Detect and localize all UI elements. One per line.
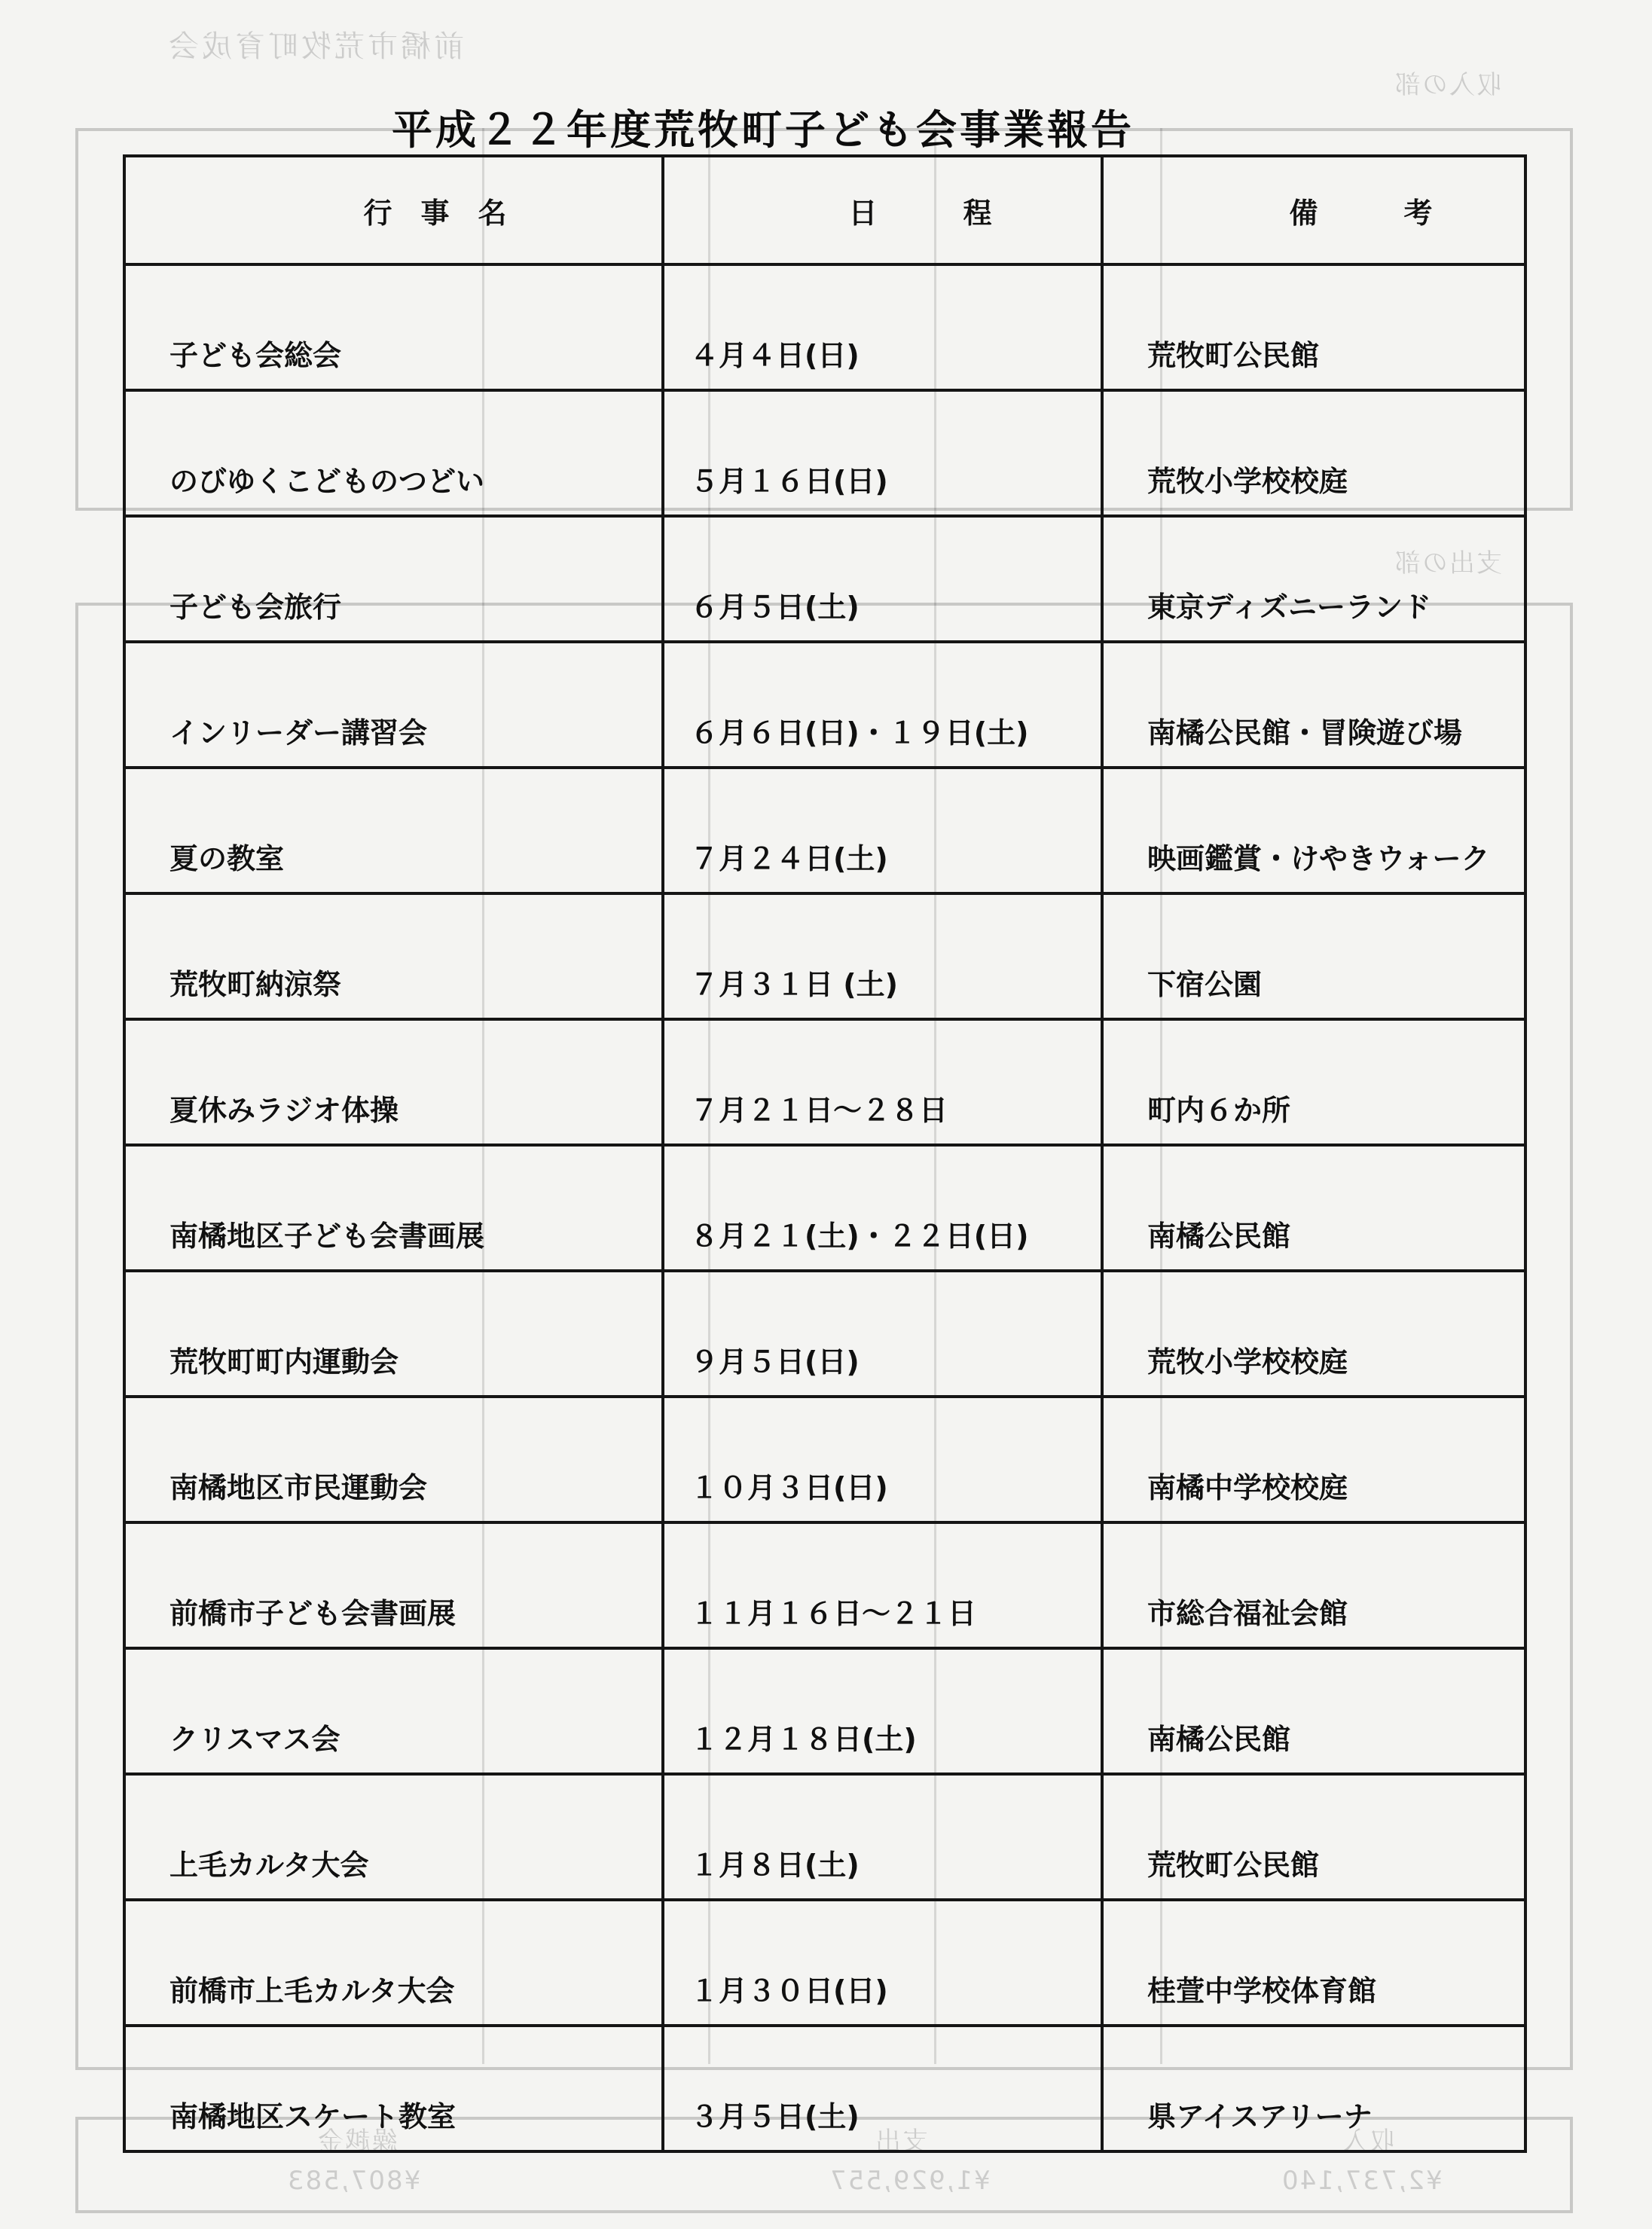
table-row — [124, 1648, 1525, 1774]
bleed-through-section-income: 収入の部 — [1394, 70, 1502, 100]
event-name-cell: 前橋市子ども会書画展 — [124, 1522, 663, 1648]
table-row — [124, 390, 1525, 516]
event-name-cell: クリスマス会 — [124, 1648, 663, 1774]
event-report-table — [123, 154, 1527, 2153]
table-row — [124, 893, 1525, 1019]
table-row — [124, 1522, 1525, 1648]
remarks-cell: 東京ディズニーランド — [1102, 516, 1525, 642]
event-name-cell: 夏休みラジオ体操 — [124, 1019, 663, 1145]
event-name-cell: 前橋市上毛カルタ大会 — [124, 1900, 663, 2026]
schedule-cell: ９月５日(日) — [663, 1271, 1102, 1397]
event-name-cell: 夏の教室 — [124, 768, 663, 893]
table-row — [124, 1271, 1525, 1397]
schedule-cell: ７月３１日 (土) — [663, 893, 1102, 1019]
column-header-event-name: 行 事 名 — [124, 156, 663, 264]
schedule-cell: １０月３日(日) — [663, 1397, 1102, 1522]
remarks-cell: 市総合福祉会館 — [1102, 1522, 1525, 1648]
schedule-cell: １１月１６日～２１日 — [663, 1522, 1102, 1648]
bleed-through-header: 前橋市荒牧町育成会 — [166, 29, 464, 64]
column-header-schedule: 日 程 — [663, 156, 1102, 264]
remarks-cell: 南橘公民館・冒険遊び場 — [1102, 642, 1525, 768]
bleed-through-footer-label: 収入 — [1341, 2127, 1395, 2157]
table-row — [124, 1019, 1525, 1145]
schedule-cell: ３月５日(土) — [663, 2026, 1102, 2151]
bleed-through-footer-value: ¥807,583 — [286, 2166, 421, 2196]
bleed-through-footer-label: 支出 — [874, 2127, 928, 2157]
event-name-cell: 南橘地区市民運動会 — [124, 1397, 663, 1522]
remarks-cell: 荒牧小学校校庭 — [1102, 390, 1525, 516]
remarks-cell: 荒牧町公民館 — [1102, 1774, 1525, 1900]
schedule-cell: １月８日(土) — [663, 1774, 1102, 1900]
table-row — [124, 264, 1525, 390]
table-row — [124, 1397, 1525, 1522]
event-name-cell: 荒牧町町内運動会 — [124, 1271, 663, 1397]
schedule-cell: ８月２１(土)・２２日(日) — [663, 1145, 1102, 1271]
event-name-cell: 南橘地区子ども会書画展 — [124, 1145, 663, 1271]
event-name-cell: 荒牧町納涼祭 — [124, 893, 663, 1019]
table-row — [124, 1900, 1525, 2026]
schedule-cell: ６月５日(土) — [663, 516, 1102, 642]
table-header-row — [124, 156, 1525, 264]
remarks-cell: 荒牧小学校校庭 — [1102, 1271, 1525, 1397]
schedule-cell: ５月１６日(日) — [663, 390, 1102, 516]
schedule-cell: ４月４日(日) — [663, 264, 1102, 390]
remarks-cell: 南橘中学校校庭 — [1102, 1397, 1525, 1522]
event-name-cell: 子ども会総会 — [124, 264, 663, 390]
remarks-cell: 町内６か所 — [1102, 1019, 1525, 1145]
table-row — [124, 2026, 1525, 2151]
schedule-cell: ７月２４日(土) — [663, 768, 1102, 893]
bleed-through-section-expense: 支出の部 — [1394, 548, 1502, 579]
bleed-through-footer-label: 繰越金 — [316, 2127, 398, 2157]
remarks-cell: 南橘公民館 — [1102, 1145, 1525, 1271]
schedule-cell: １２月１８日(土) — [663, 1648, 1102, 1774]
event-name-cell: インリーダー講習会 — [124, 642, 663, 768]
remarks-cell: 下宿公園 — [1102, 893, 1525, 1019]
table-row — [124, 516, 1525, 642]
event-name-cell: 南橘地区スケート教室 — [124, 2026, 663, 2151]
table-row — [124, 642, 1525, 768]
remarks-cell: 映画鑑賞・けやきウォーク — [1102, 768, 1525, 893]
bleed-through-footer-value: ¥2,737,140 — [1281, 2166, 1443, 2196]
event-name-cell: 上毛カルタ大会 — [124, 1774, 663, 1900]
table-row — [124, 1774, 1525, 1900]
page-title: 平成２２年度荒牧町子ども会事業報告 — [392, 106, 1134, 154]
event-name-cell: 子ども会旅行 — [124, 516, 663, 642]
table-row — [124, 768, 1525, 893]
remarks-cell: 荒牧町公民館 — [1102, 264, 1525, 390]
bleed-through-footer-value: ¥1,929,557 — [829, 2166, 991, 2196]
table-row — [124, 1145, 1525, 1271]
remarks-cell: 県アイスアリーナ — [1102, 2026, 1525, 2151]
remarks-cell: 桂萱中学校体育館 — [1102, 1900, 1525, 2026]
column-header-remarks: 備 考 — [1102, 156, 1525, 264]
schedule-cell: ６月６日(日)・１９日(土) — [663, 642, 1102, 768]
event-name-cell: のびゆくこどものつどい — [124, 390, 663, 516]
schedule-cell: １月３０日(日) — [663, 1900, 1102, 2026]
remarks-cell: 南橘公民館 — [1102, 1648, 1525, 1774]
schedule-cell: ７月２１日～２８日 — [663, 1019, 1102, 1145]
